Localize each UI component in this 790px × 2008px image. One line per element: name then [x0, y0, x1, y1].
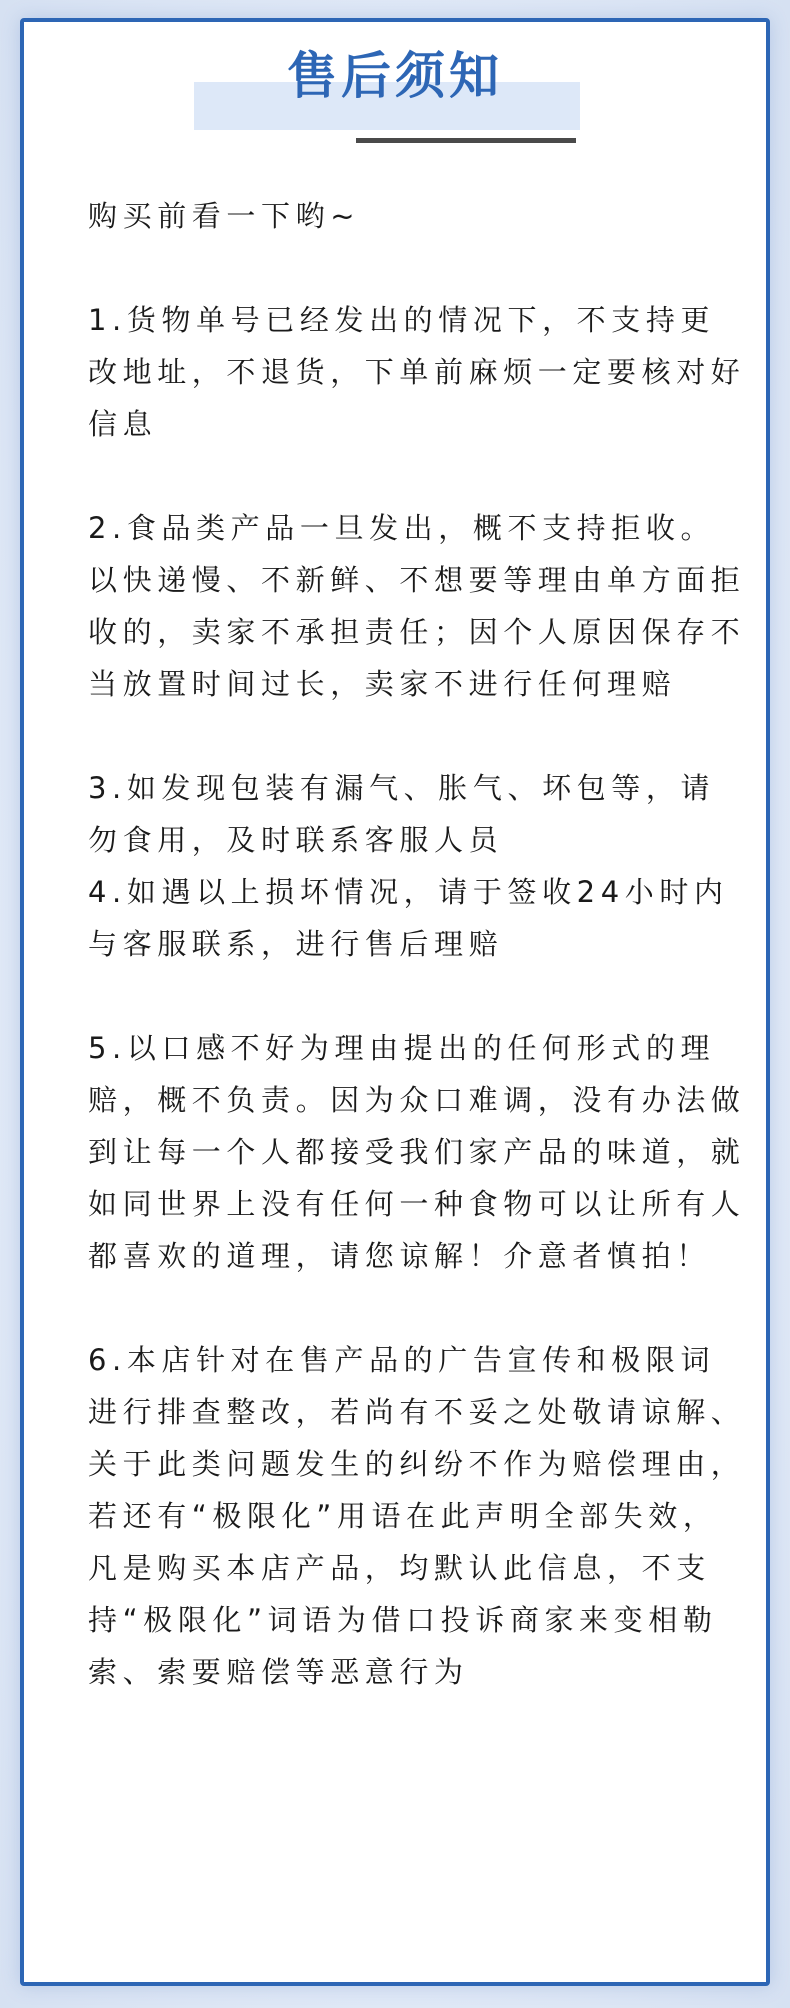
list-item-6: 6.本店针对在售产品的广告宣传和极限词进行排查整改，若尚有不妥之处敬请谅解、关于此类问题发生的纠纷不作为赔偿理由，若还有“极限化”用语在此声明全部失效，凡是购买本店产品，均默认此信息，不支持“极限化”词语为借口投诉商家来变相勒索、索要赔偿等恶意行为 [88, 1343, 746, 1689]
notice-content [88, 190, 748, 1750]
list-item-4: 4.如遇以上损坏情况，请于签收24小时内与客服联系，进行售后理赔 [88, 875, 729, 961]
list-item-3: 3.如发现包装有漏气、胀气、坏包等，请勿食用，及时联系客服人员 [88, 771, 716, 857]
notice-card [20, 18, 770, 1986]
list-item-2: 2.食品类产品一旦发出，概不支持拒收。以快递慢、不新鲜、不想要等理由单方面拒收的，卖家不承担责任；因个人原因保存不当放置时间过长，卖家不进行任何理赔 [88, 511, 746, 701]
list-item-1: 1.货物单号已经发出的情况下，不支持更改地址，不退货，下单前麻烦一定要核对好信息 [88, 303, 746, 441]
intro-text: 购买前看一下哟~ [88, 199, 361, 233]
page-title: 售后须知 [287, 46, 503, 105]
list-item-5: 5.以口感不好为理由提出的任何形式的理赔，概不负责。因为众口难调，没有办法做到让每一个人都接受我们家产品的味道，就如同世界上没有任何一种食物可以让所有人都喜欢的道理，请您谅解！介意者慎拍！ [88, 1031, 746, 1273]
title-underline [356, 138, 576, 143]
